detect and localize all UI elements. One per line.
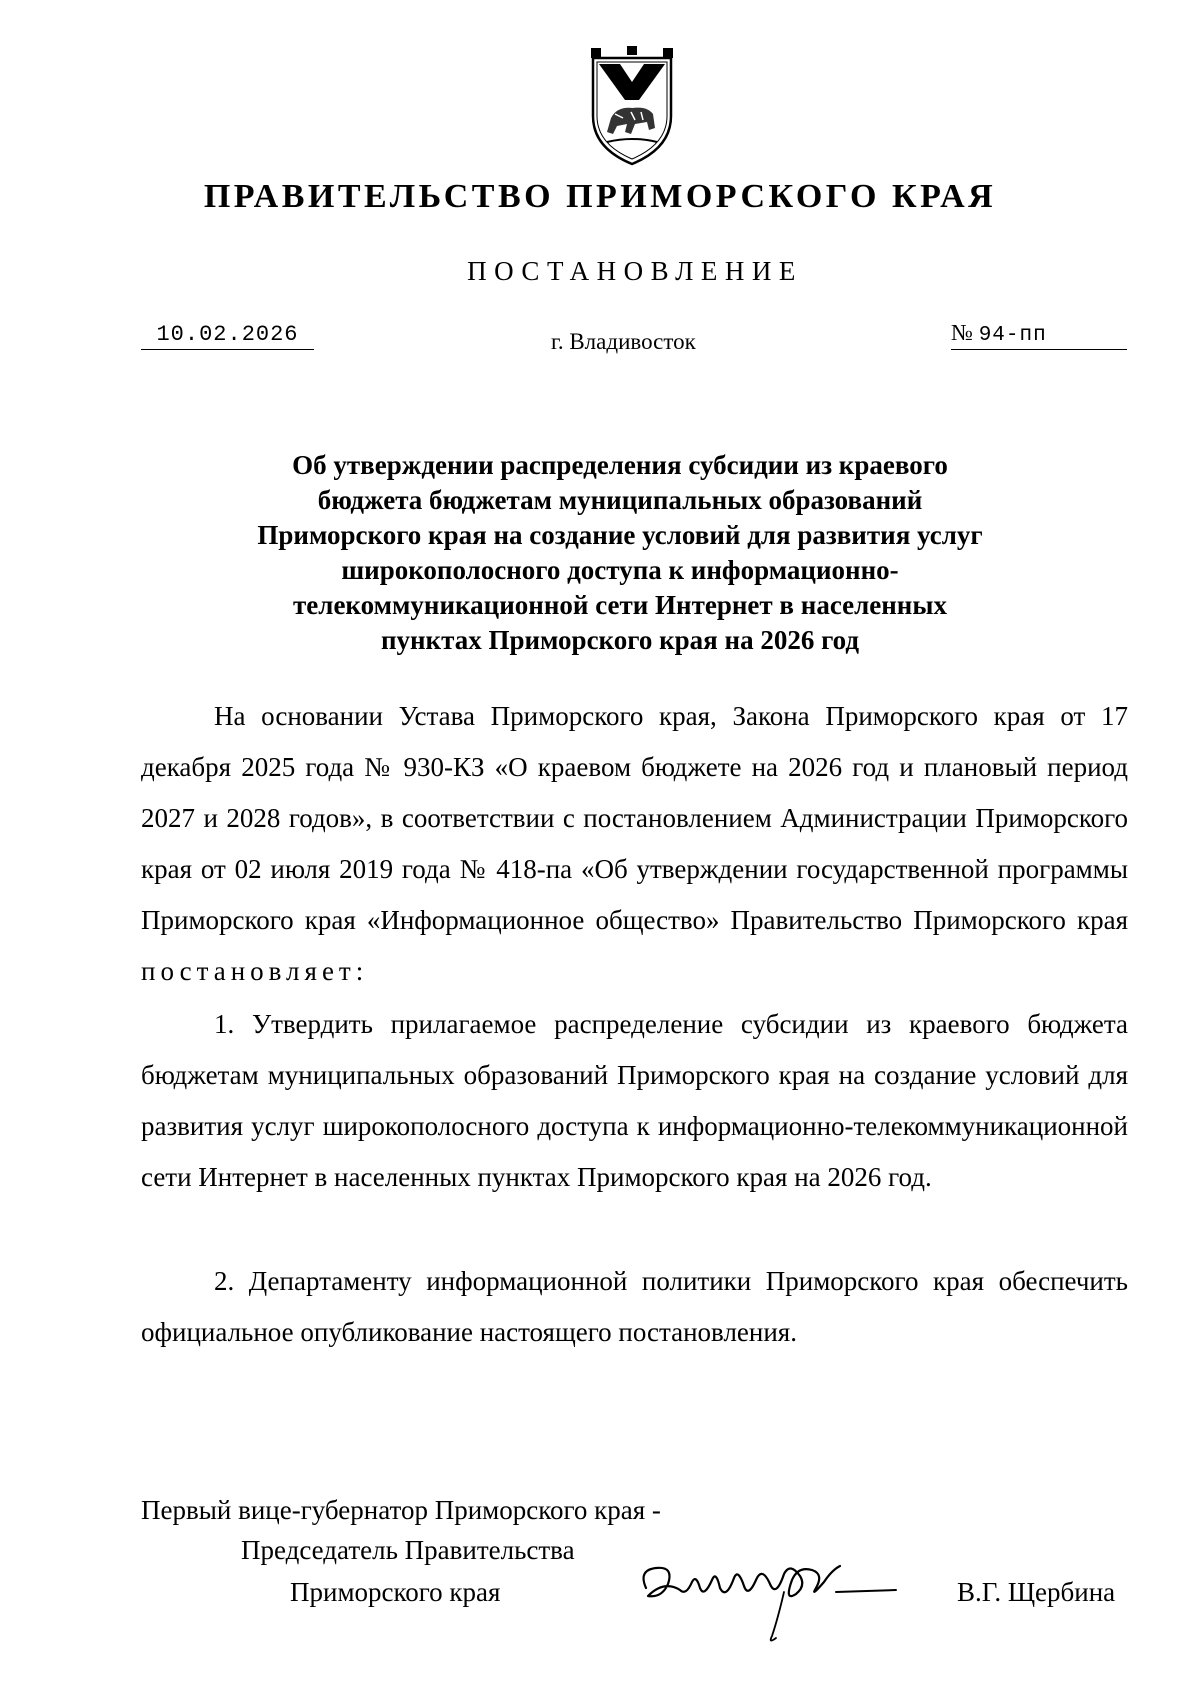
document-number <box>951 320 1127 350</box>
item-2-paragraph: 2. Департаменту информационной политики Приморского края обеспечить официальное опубликование настоящего постановления. <box>141 1266 1128 1347</box>
document-date: 10.02.2026 <box>141 322 314 350</box>
signer-position-line2: Председатель Правительства <box>241 1535 575 1565</box>
decree-word: постановляет <box>141 956 356 986</box>
decree-suffix: : <box>355 956 364 986</box>
document-type-heading: ПОСТАНОВЛЕНИЕ <box>467 256 803 286</box>
document-number-value: 94-пп <box>978 324 1047 347</box>
organization-title: ПРАВИТЕЛЬСТВО ПРИМОРСКОГО КРАЯ <box>203 178 997 215</box>
signer-name: В.Г. Щербина <box>957 1577 1116 1607</box>
document-subject: Об утверждении распределения субсидии из краевого бюджета бюджетам муниципальных образований Приморского края на создание условий для развития услуг широкополосного доступа к информационно-телекоммуникационной сети Интернет в населенных пунктах Приморского края на 2026 год <box>257 450 983 655</box>
preamble-paragraph <box>141 691 1128 997</box>
item-1-paragraph: 1. Утвердить прилагаемое распределение субсидии из краевого бюджета бюджетам муниципальных образований Приморского края на создание условий для развития услуг широкополосного доступа к информационно-телекоммуникационной сети Интернет в населенных пунктах Приморского края на 2026 год. <box>141 1009 1128 1192</box>
document-city: г. Владивосток <box>551 329 696 354</box>
signer-position-line1: Первый вице-губернатор Приморского края - <box>141 1495 661 1525</box>
coat-of-arms-emblem <box>587 44 677 168</box>
handwritten-signature <box>634 1540 914 1650</box>
document-number-prefix: № <box>951 320 973 345</box>
signer-position-line3: Приморского края <box>290 1577 501 1607</box>
preamble-text: На основании Устава Приморского края, Закона Приморского края от 17 декабря 2025 года № 930-КЗ «О краевом бюджете на 2026 год и плановый период 2027 и 2028 годов», в соответствии с постановлением Администрации Приморского края от 02 июля 2019 года № 418-па «Об утверждении государственной программы Приморского края «Информационное общество» Правительство Приморского края <box>141 701 1128 935</box>
